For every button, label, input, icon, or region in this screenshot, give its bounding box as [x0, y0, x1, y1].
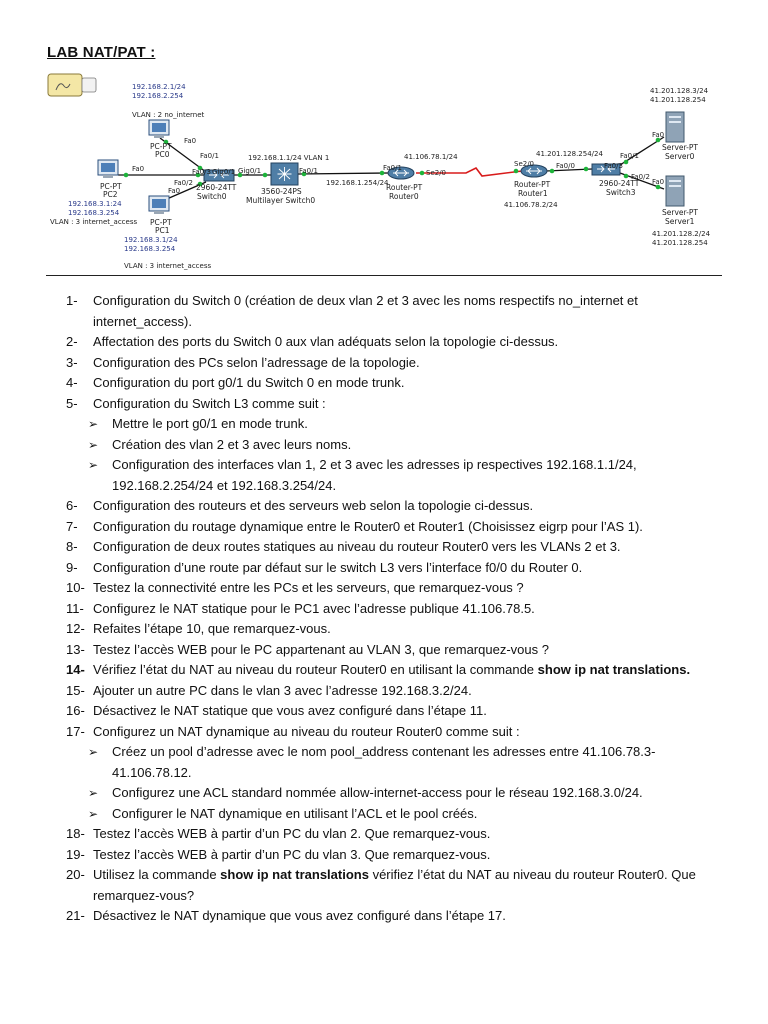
step-text: Configurez le NAT statique pour le PC1 avec l’adresse publique 41.106.78.5.: [93, 600, 535, 616]
sub-step-text: Configurer le NAT dynamique en utilisant l’ACL et le pool créés.: [112, 805, 478, 821]
step-text: Utilisez la commande: [93, 867, 221, 882]
sub-step-text: Configuration des interfaces vlan 1, 2 et 3 avec les adresses ip respectives 192.168.1.1/24, 192.168.2.254/24 et 192.168.3.254/24.: [112, 457, 637, 493]
step-text: Affectation des ports du Switch 0 aux vlan adéquats selon la topologie ci-dessus.: [93, 334, 559, 349]
pc0-device: [149, 120, 169, 138]
step-number: 9-: [66, 559, 78, 575]
server1-port: Fa0: [652, 178, 665, 186]
step-item: [66, 537, 726, 558]
switch0-model: 2960-24TT: [196, 183, 237, 192]
router0-name: Router0: [389, 192, 419, 201]
step-item: [66, 722, 726, 743]
switch3-port-fa02: Fa0/2: [631, 173, 650, 181]
switch0-port-gig01: Gig0/1: [212, 168, 236, 176]
pc2-vlan: VLAN : 3 internet_access: [50, 218, 138, 226]
step-number: 8-: [66, 539, 78, 554]
step-item: [66, 681, 726, 702]
step-number: 12-: [66, 621, 85, 636]
mlswitch-port-gig01: Gig0/1: [238, 167, 262, 175]
step-text: Refaites l’étape 10, que remarquez-vous.: [93, 621, 331, 636]
step-number: 18-: [66, 826, 85, 841]
router1-port-se20: Se2/0: [514, 160, 535, 168]
server1-name: Server1: [665, 217, 695, 226]
arrow-bullet-icon: ➢: [88, 417, 99, 431]
pc0-vlan: VLAN : 2 no_internet: [132, 111, 205, 119]
step-item: [66, 373, 726, 394]
router1-lan-ip: 41.201.128.254/24: [536, 150, 603, 158]
mlswitch-model: 3560-24PS: [261, 187, 302, 196]
router0-model: Router-PT: [386, 183, 423, 192]
sub-step-item: [66, 783, 726, 804]
step-item: [66, 558, 726, 579]
mlswitch-port-fa01: Fa0/1: [299, 167, 318, 175]
step-text: Configuration des PCs selon l’adressage de la topologie.: [93, 354, 420, 370]
step-item: [66, 906, 726, 927]
step-text: Configuration du Switch L3 comme suit :: [93, 395, 326, 411]
switch0-port-fa01: Fa0/1: [200, 152, 219, 160]
server0-gateway: 41.201.128.254: [650, 96, 706, 104]
step-item: [66, 332, 726, 353]
sub-step-item: [66, 455, 726, 496]
pc2-gateway: 192.168.3.254: [68, 209, 120, 217]
arrow-bullet-icon: ➢: [88, 437, 99, 452]
step-item: [66, 845, 726, 866]
router1-name: Router1: [518, 189, 548, 198]
sub-step-item: [66, 742, 726, 783]
step-number: 1-: [66, 293, 78, 308]
multilayer-switch-device: [271, 163, 298, 185]
router1-wan-ip: 41.106.78.2/24: [504, 201, 558, 209]
step-number: 5-: [66, 395, 78, 411]
network-topology-diagram: [46, 72, 722, 276]
step-text: Configuration des routeurs et des serveurs web selon la topologie ci-dessus.: [93, 498, 534, 513]
pc2-model: PC-PT: [100, 182, 122, 191]
step-item: [66, 599, 726, 620]
step-number: 13-: [66, 641, 85, 657]
router0-port-fa01: Fa0/1: [383, 164, 402, 172]
mlswitch-ip: 192.168.1.1/24 VLAN 1: [248, 154, 330, 162]
step-text-after: vérifiez l’état du NAT au niveau du routeur Router0. Que remarquez-vous?: [93, 867, 696, 903]
step-item: [66, 496, 726, 517]
router1-port-fa00: Fa0/0: [556, 162, 575, 170]
sub-steps-list: [66, 414, 726, 496]
server0-name: Server0: [665, 152, 695, 161]
step-number: 4-: [66, 375, 78, 390]
sub-step-item: [66, 804, 726, 825]
arrow-bullet-icon: ➢: [88, 745, 99, 759]
pc1-device: [149, 196, 169, 214]
step-command: show ip nat translations: [220, 867, 369, 882]
step-text: Configuration du port g0/1 du Switch 0 en mode trunk.: [93, 375, 405, 390]
step-text: Testez l’accès WEB à partir d’un PC du vlan 3. Que remarquez-vous.: [93, 846, 491, 862]
arrow-bullet-icon: ➢: [88, 806, 99, 821]
arrow-bullet-icon: ➢: [88, 786, 99, 800]
divider: [46, 275, 722, 276]
pc2-port: Fa0: [132, 165, 145, 173]
pc1-model: PC-PT: [150, 218, 172, 227]
switch3-name: Switch3: [606, 188, 636, 197]
step-item: [66, 578, 726, 599]
step-text: Configuration du routage dynamique entre le Router0 et Router1 (Choisissez eigrp pour l’AS 1).: [93, 518, 643, 534]
server0-model: Server-PT: [662, 143, 698, 152]
switch0-port-fa02: Fa0/2: [174, 179, 193, 187]
pc1-gateway: 192.168.3.254: [124, 245, 176, 253]
step-text: Testez la connectivité entre les PCs et les serveurs, que remarquez-vous ?: [93, 580, 524, 595]
sub-step-item: [66, 435, 726, 456]
sub-step-text: Création des vlan 2 et 3 avec leurs noms.: [112, 436, 352, 452]
switch0-port-fa03: Fa0/3: [192, 168, 211, 176]
step-text: Désactivez le NAT statique que vous avez configuré dans l’étape 11.: [93, 703, 487, 718]
step-item: [66, 824, 726, 845]
server0-device: [666, 112, 684, 142]
server1-ip: 41.201.128.2/24: [652, 230, 711, 238]
step-number: 6-: [66, 498, 78, 513]
step-text: Désactivez le NAT dynamique que vous avez configuré dans l’étape 17.: [93, 908, 506, 923]
pc1-vlan: VLAN : 3 internet_access: [124, 262, 212, 270]
step-number: 10-: [66, 580, 85, 595]
switch3-model: 2960-24TT: [599, 179, 640, 188]
sub-step-item: [66, 414, 726, 435]
step-item: [66, 640, 726, 661]
server1-model: Server-PT: [662, 208, 698, 217]
step-item: [66, 291, 726, 332]
step-number: 17-: [66, 723, 85, 739]
step-number: 3-: [66, 354, 78, 370]
pc0-name: PC0: [155, 150, 170, 159]
pc1-port: Fa0: [168, 187, 181, 195]
router0-wan-ip: 41.106.78.1/24: [404, 153, 458, 161]
step-text: Configurez un NAT dynamique au niveau du routeur Router0 comme suit :: [93, 723, 520, 739]
step-item: [66, 394, 726, 415]
server1-gateway: 41.201.128.254: [652, 239, 708, 247]
step-item: [66, 660, 726, 681]
pc2-name: PC2: [103, 190, 118, 199]
step-item: [66, 701, 726, 722]
step-number: 21-: [66, 908, 85, 923]
pc0-ip: 192.168.2.1/24: [132, 83, 186, 91]
sub-step-text: Créez un pool d’adresse avec le nom pool_address contenant les adresses entre 41.106.78.3-41.106.78.12.: [112, 744, 656, 780]
sub-steps-list: [66, 742, 726, 824]
step-text: Vérifiez l’état du NAT au niveau du routeur Router0 en utilisant la commande: [93, 662, 538, 677]
step-text: Testez l’accès WEB à partir d’un PC du vlan 2. Que remarquez-vous.: [93, 826, 491, 841]
pc1-name: PC1: [155, 226, 170, 235]
router0-port-se20: Se2/0: [426, 169, 447, 177]
step-number: 15-: [66, 682, 85, 698]
pc0-port: Fa0: [184, 137, 197, 145]
step-text: Testez l’accès WEB pour le PC appartenant au VLAN 3, que remarquez-vous ?: [93, 641, 549, 657]
switch3-port-fa03: Fa0/3: [604, 162, 623, 170]
pc0-gateway: 192.168.2.254: [132, 92, 184, 100]
pc2-ip: 192.168.3.1:24: [68, 200, 122, 208]
step-text: Configuration de deux routes statiques au niveau du routeur Router0 vers les VLANs 2 et 3.: [93, 539, 621, 554]
switch0-name: Switch0: [197, 192, 227, 201]
step-number: 11-: [66, 600, 84, 616]
arrow-bullet-icon: ➢: [88, 458, 99, 472]
step-item: [66, 619, 726, 640]
step-item: [66, 353, 726, 374]
sub-step-text: Configurez une ACL standard nommée allow-internet-access pour le réseau 192.168.3.0/24.: [112, 785, 643, 800]
step-command: show ip nat translations.: [537, 662, 691, 677]
step-item: [66, 865, 726, 906]
step-number: 16-: [66, 703, 85, 718]
step-item: [66, 517, 726, 538]
mlswitch-name: Multilayer Switch0: [246, 196, 316, 205]
pc0-model: PC-PT: [150, 142, 172, 151]
step-text: Configuration du Switch 0 (création de deux vlan 2 et 3 avec les noms respectifs no_internet et internet_access).: [93, 293, 638, 329]
step-number: 20-: [66, 867, 85, 882]
pc1-ip: 192.168.3.1/24: [124, 236, 178, 244]
step-number: 14-: [66, 662, 85, 677]
step-number: 2-: [66, 334, 78, 349]
pc2-device: [98, 160, 118, 178]
step-number: 19-: [66, 846, 85, 862]
server0-ip: 41.201.128.3/24: [650, 87, 709, 95]
sub-step-text: Mettre le port g0/1 en mode trunk.: [112, 416, 308, 431]
router0-lan-ip: 192.168.1.254/24: [326, 179, 389, 187]
router1-model: Router-PT: [514, 180, 551, 189]
step-number: 7-: [66, 518, 78, 534]
steps-list: [66, 291, 726, 927]
step-text: Ajouter un autre PC dans le vlan 3 avec l’adresse 192.168.3.2/24.: [93, 682, 472, 698]
server1-device: [666, 176, 684, 206]
server0-port: Fa0: [652, 131, 665, 139]
step-text: Configuration d’une route par défaut sur le switch L3 vers l’interface f0/0 du Router 0.: [93, 559, 583, 575]
page-title: LAB NAT/PAT :: [47, 44, 156, 61]
switch3-port-fa01: Fa0/1: [620, 152, 639, 160]
note-icon: [48, 74, 96, 96]
